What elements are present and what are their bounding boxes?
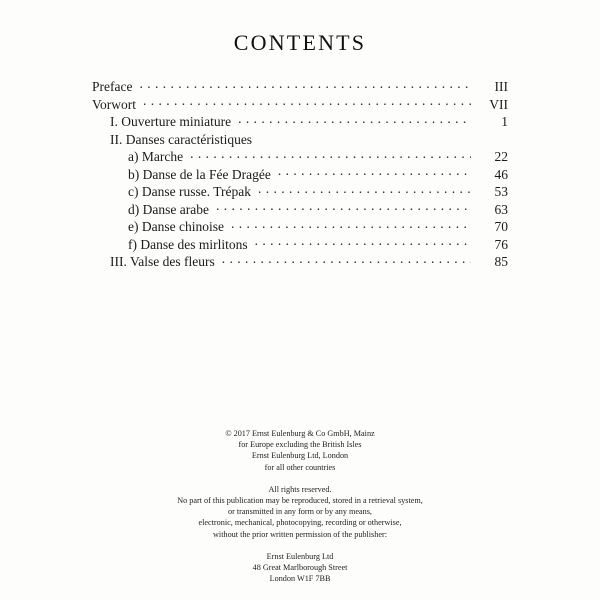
- copyright-line: for all other countries: [264, 462, 336, 472]
- toc-entry-label: II. Danses caractéristiques: [110, 131, 253, 147]
- toc-entry-label: b) Danse de la Fée Dragée: [128, 166, 271, 182]
- toc-entry[interactable]: [92, 253, 508, 271]
- colophon: [92, 428, 508, 584]
- page-title: CONTENTS: [233, 30, 367, 55]
- copyright-line: Ernst Eulenburg Ltd, London: [251, 451, 349, 461]
- toc-entry-label: f) Danse des mirlitons: [128, 236, 248, 252]
- rights-line: without the prior written permission of the publisher:: [213, 529, 387, 539]
- publisher-address-line: Ernst Eulenburg Ltd: [266, 551, 334, 561]
- toc-entry-label: e) Danse chinoise: [128, 219, 224, 234]
- rights-block: [92, 484, 508, 540]
- toc-entry-page-number: 63: [494, 201, 508, 217]
- publisher-address-line: London W1F 7BB: [269, 574, 331, 584]
- toc-leader-dots: [139, 79, 471, 91]
- toc-entry[interactable]: [92, 201, 508, 219]
- toc-entry-page-number: 85: [494, 254, 508, 269]
- toc-entry-page-number: III: [494, 79, 508, 94]
- toc-entry-label: d) Danse arabe: [128, 201, 209, 217]
- toc-leader-dots: [278, 167, 471, 179]
- publisher-address-line: 48 Great Marlborough Street: [252, 563, 348, 573]
- copyright-line: © 2017 Ernst Eulenburg & Co GmbH, Mainz: [225, 429, 375, 438]
- toc-entry[interactable]: [92, 113, 508, 131]
- rights-line: All rights reserved.: [268, 484, 332, 494]
- toc-entry-label: Vorwort: [92, 96, 137, 112]
- toc-leader-dots: [190, 149, 471, 161]
- toc-leader-dots: [255, 237, 471, 249]
- toc-leader-dots: [231, 219, 471, 231]
- toc-leader-dots: [238, 114, 471, 126]
- page-content: [92, 0, 508, 600]
- toc-entry-label: Preface: [92, 79, 133, 94]
- toc-entry[interactable]: [92, 148, 508, 166]
- rights-line: or transmitted in any form or by any means,: [228, 507, 372, 517]
- toc-entry-label: c) Danse russe. Trépak: [128, 184, 251, 199]
- toc-leader-dots: [143, 97, 471, 109]
- rights-line: electronic, mechanical, photocopying, recording or otherwise,: [198, 518, 402, 528]
- toc-entry-label: I. Ouverture miniature: [110, 114, 232, 129]
- toc-entry-label: III. Valse des fleurs: [110, 254, 215, 269]
- copyright-line: for Europe excluding the British Isles: [238, 440, 362, 450]
- toc-entry-page-number: VII: [489, 96, 508, 112]
- toc-leader-dots: [258, 184, 471, 196]
- rights-line: No part of this publication may be reproduced, stored in a retrieval system,: [177, 496, 423, 506]
- toc-entry[interactable]: [92, 96, 508, 114]
- toc-entry-page-number: 1: [501, 114, 508, 129]
- toc-entry-page-number: 22: [494, 149, 508, 164]
- table-of-contents: [92, 78, 508, 271]
- toc-leader-dots: [222, 254, 471, 266]
- toc-entry[interactable]: [92, 131, 508, 149]
- toc-entry[interactable]: [92, 166, 508, 184]
- toc-entry-label: a) Marche: [128, 149, 184, 164]
- toc-entry-page-number: 76: [494, 236, 508, 252]
- toc-entry[interactable]: [92, 78, 508, 96]
- toc-entry[interactable]: [92, 218, 508, 236]
- toc-entry-page-number: 46: [494, 166, 508, 182]
- toc-entry-page-number: 70: [494, 219, 508, 234]
- copyright-block: [92, 428, 508, 473]
- toc-entry[interactable]: [92, 183, 508, 201]
- toc-entry-page-number: 53: [494, 184, 508, 199]
- publisher-address-block: [92, 551, 508, 585]
- toc-entry[interactable]: [92, 236, 508, 254]
- toc-leader-dots: [216, 202, 471, 214]
